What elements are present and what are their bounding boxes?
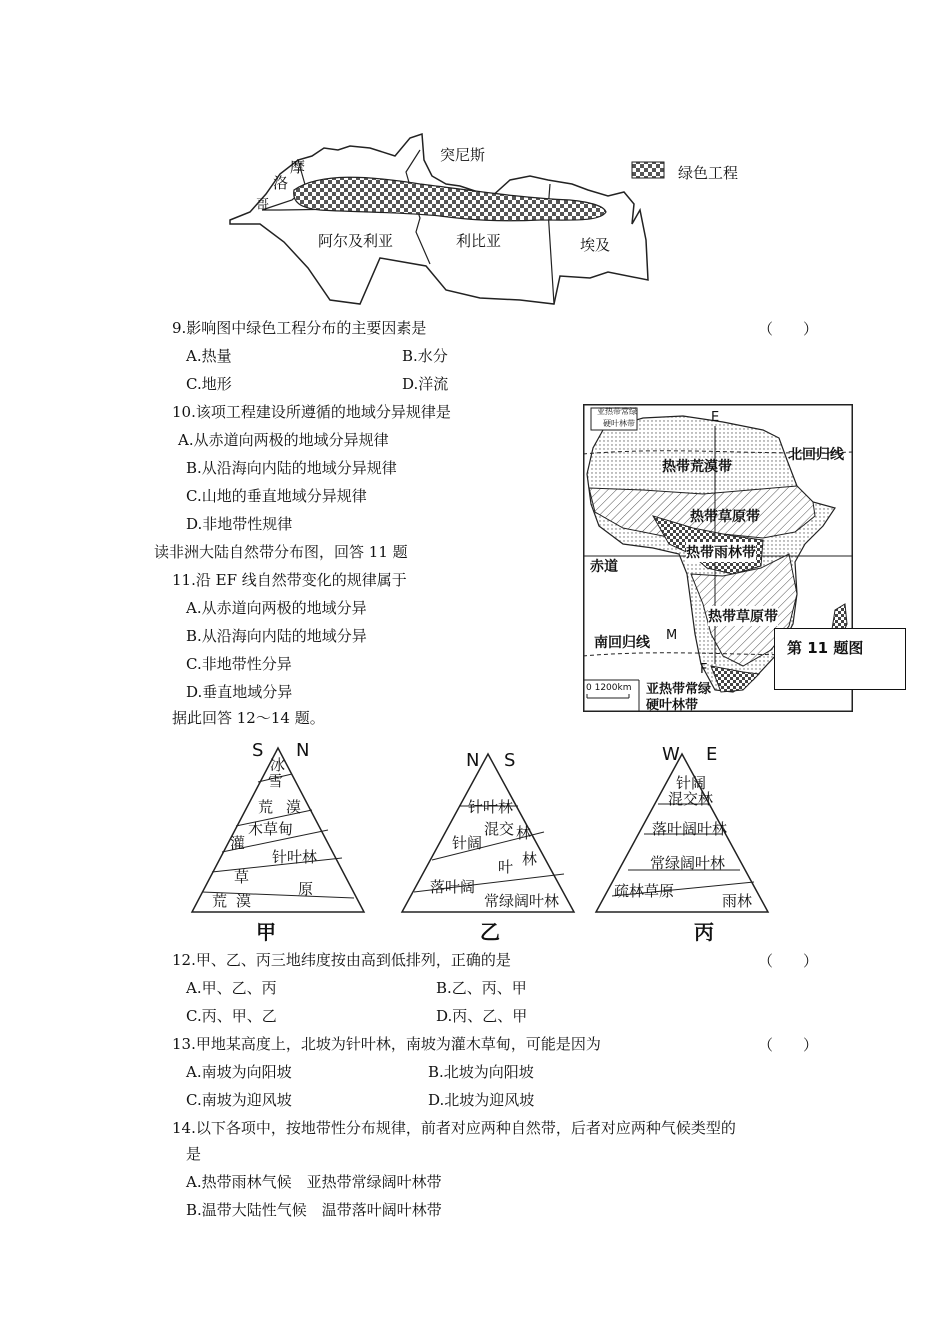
intro-q11: 读非洲大陆自然带分布图，回答 11 题: [154, 543, 408, 561]
yi-zone-conifer: 针叶林: [468, 798, 514, 816]
africa-label-subtrop-bottom-line1: 亚热带常绿: [646, 682, 712, 697]
jia-zone-desert-bottom-2: 漠: [236, 892, 252, 910]
q11-option-c[interactable]: C.非地带性分异: [186, 655, 292, 673]
yi-zone-deciduous-3: 林: [522, 850, 538, 868]
q11-option-d[interactable]: D.垂直地域分异: [186, 683, 293, 701]
africa-point-f: F: [700, 662, 708, 677]
africa-label-savanna-south: 热带草原带: [708, 606, 778, 626]
q14-stem-line1: 14.以下各项中，按地带性分布规律，前者对应两种自然带，后者对应两种气候类型的: [172, 1119, 736, 1137]
map1-country-algeria: 阿尔及利亚: [318, 232, 394, 250]
africa-label-savanna-north: 热带草原带: [690, 509, 760, 525]
map1-country-ge: 哥: [256, 198, 270, 213]
africa-label-subtrop-top-line1: 亚热带常绿: [597, 407, 637, 416]
africa-label-subtrop-bottom-line2: 硬叶林带: [646, 698, 699, 713]
q14-option-a[interactable]: A.热带雨林气候 亚热带常绿阔叶林带: [186, 1173, 442, 1191]
jia-zone-ice-1: 冰: [270, 756, 286, 774]
jia-zone-grass-2: 原: [298, 880, 314, 898]
q12-option-a[interactable]: A.甲、乙、丙: [186, 979, 277, 997]
q12-answer-paren: （ ）: [758, 952, 819, 970]
q12-option-d[interactable]: D.丙、乙、甲: [436, 1007, 528, 1025]
bing-zone-evergreen: 常绿阔叶林: [650, 854, 726, 872]
jia-zone-shrub-1: 灌: [230, 834, 246, 852]
jia-zone-desert-top-1: 荒: [258, 798, 274, 816]
africa-label-tropic-south: 南回归线: [594, 635, 650, 651]
q9-stem: 9.影响图中绿色工程分布的主要因素是: [172, 319, 427, 337]
yi-zone-mixed-3: 林: [516, 824, 532, 842]
q13-answer-paren: （ ）: [758, 1036, 819, 1054]
q13-option-b[interactable]: B.北坡为向阳坡: [428, 1063, 534, 1081]
bing-zone-mixed-1: 针阔: [676, 774, 707, 792]
map1-country-tunisia: 突尼斯: [440, 146, 486, 164]
q9-option-a[interactable]: A.热量: [186, 347, 232, 365]
jia-zone-ice-2: 雪: [268, 772, 284, 790]
yi-zone-deciduous-1: 落叶阔: [430, 878, 476, 896]
jia-dir-s: S: [252, 740, 264, 761]
yi-name: 乙: [480, 920, 500, 944]
bing-dir-w: W: [662, 744, 680, 765]
africa-label-equator: 赤道: [590, 559, 618, 575]
q12-option-b[interactable]: B.乙、丙、甲: [436, 979, 527, 997]
q12-option-c[interactable]: C.丙、甲、乙: [186, 1007, 277, 1025]
yi-zone-mixed-2: 混交: [484, 820, 515, 838]
jia-zone-grass-1: 草: [234, 868, 250, 886]
q9-answer-paren: （ ）: [758, 320, 819, 338]
q9-option-d[interactable]: D.洋流: [402, 375, 449, 393]
map1-country-luo: 洛: [273, 174, 289, 192]
africa-scale-label: 0 1200km: [586, 683, 632, 693]
bing-zone-savanna: 疏林草原: [614, 882, 675, 900]
jia-dir-n: N: [296, 740, 310, 761]
q11-stem: 11.沿 EF 线自然带变化的规律属于: [172, 571, 407, 589]
figure-caption-box: [774, 628, 906, 690]
bing-name: 丙: [694, 920, 714, 944]
map1-legend-label: 绿色工程: [678, 164, 739, 182]
q11-option-a[interactable]: A.从赤道向两极的地域分异: [186, 599, 367, 617]
yi-zone-deciduous-2: 叶: [498, 858, 514, 876]
africa-point-e: E: [711, 410, 720, 425]
jia-name: 甲: [256, 920, 276, 944]
q12-stem: 12.甲、乙、丙三地纬度按由高到低排列，正确的是: [172, 951, 511, 969]
map1-country-egypt: 埃及: [580, 236, 611, 254]
q13-option-a[interactable]: A.南坡为向阳坡: [186, 1063, 292, 1081]
yi-dir-s: S: [504, 750, 516, 771]
jia-zone-desert-top-2: 漠: [286, 798, 302, 816]
q13-stem: 13.甲地某高度上，北坡为针叶林，南坡为灌木草甸，可能是因为: [172, 1035, 601, 1053]
q14-stem-line2: 是: [186, 1145, 202, 1163]
q9-option-b[interactable]: B.水分: [402, 347, 448, 365]
figure-caption-q11: 第 11 题图: [787, 639, 864, 657]
q9-option-c[interactable]: C.地形: [186, 375, 232, 393]
jia-zone-shrub-2: 木草甸: [248, 820, 294, 838]
q13-option-c[interactable]: C.南坡为迎风坡: [186, 1091, 292, 1109]
bing-zone-deciduous: 落叶阔叶林: [652, 820, 728, 838]
africa-label-subtrop-top-line2: 硬叶林带: [603, 419, 635, 428]
africa-label-tropic-north: 北回归线: [788, 447, 844, 463]
q10-option-b[interactable]: B.从沿海向内陆的地域分异规律: [186, 459, 397, 477]
africa-label-rainforest: 热带雨林带: [686, 542, 756, 562]
bing-dir-e: E: [706, 744, 718, 765]
africa-label-desert: 热带荒漠带: [662, 459, 732, 475]
bing-zone-mixed-2: 混交林: [668, 790, 714, 808]
q10-option-c[interactable]: C.山地的垂直地域分异规律: [186, 487, 367, 505]
africa-point-m: M: [666, 628, 678, 643]
q10-stem: 10.该项工程建设所遵循的地域分异规律是: [172, 403, 451, 421]
jia-zone-conifer: 针叶林: [272, 848, 318, 866]
yi-zone-mixed-1: 针阔: [452, 834, 483, 852]
q13-option-d[interactable]: D.北坡为迎风坡: [428, 1091, 535, 1109]
map1-country-mo: 摩: [290, 158, 306, 176]
yi-dir-n: N: [466, 750, 480, 771]
jia-zone-desert-bottom-1: 荒: [212, 892, 228, 910]
bing-zone-rainforest: 雨林: [722, 892, 753, 910]
q10-option-a[interactable]: A.从赤道向两极的地域分异规律: [178, 431, 389, 449]
q11-option-b[interactable]: B.从沿海向内陆的地域分异: [186, 627, 367, 645]
map1-country-libya: 利比亚: [456, 232, 502, 250]
q14-option-b[interactable]: B.温带大陆性气候 温带落叶阔叶林带: [186, 1201, 442, 1219]
q10-option-d[interactable]: D.非地带性规律: [186, 515, 293, 533]
intro-q12-14: 据此回答 12～14 题。: [172, 709, 325, 727]
yi-zone-evergreen: 常绿阔叶林: [484, 892, 560, 910]
